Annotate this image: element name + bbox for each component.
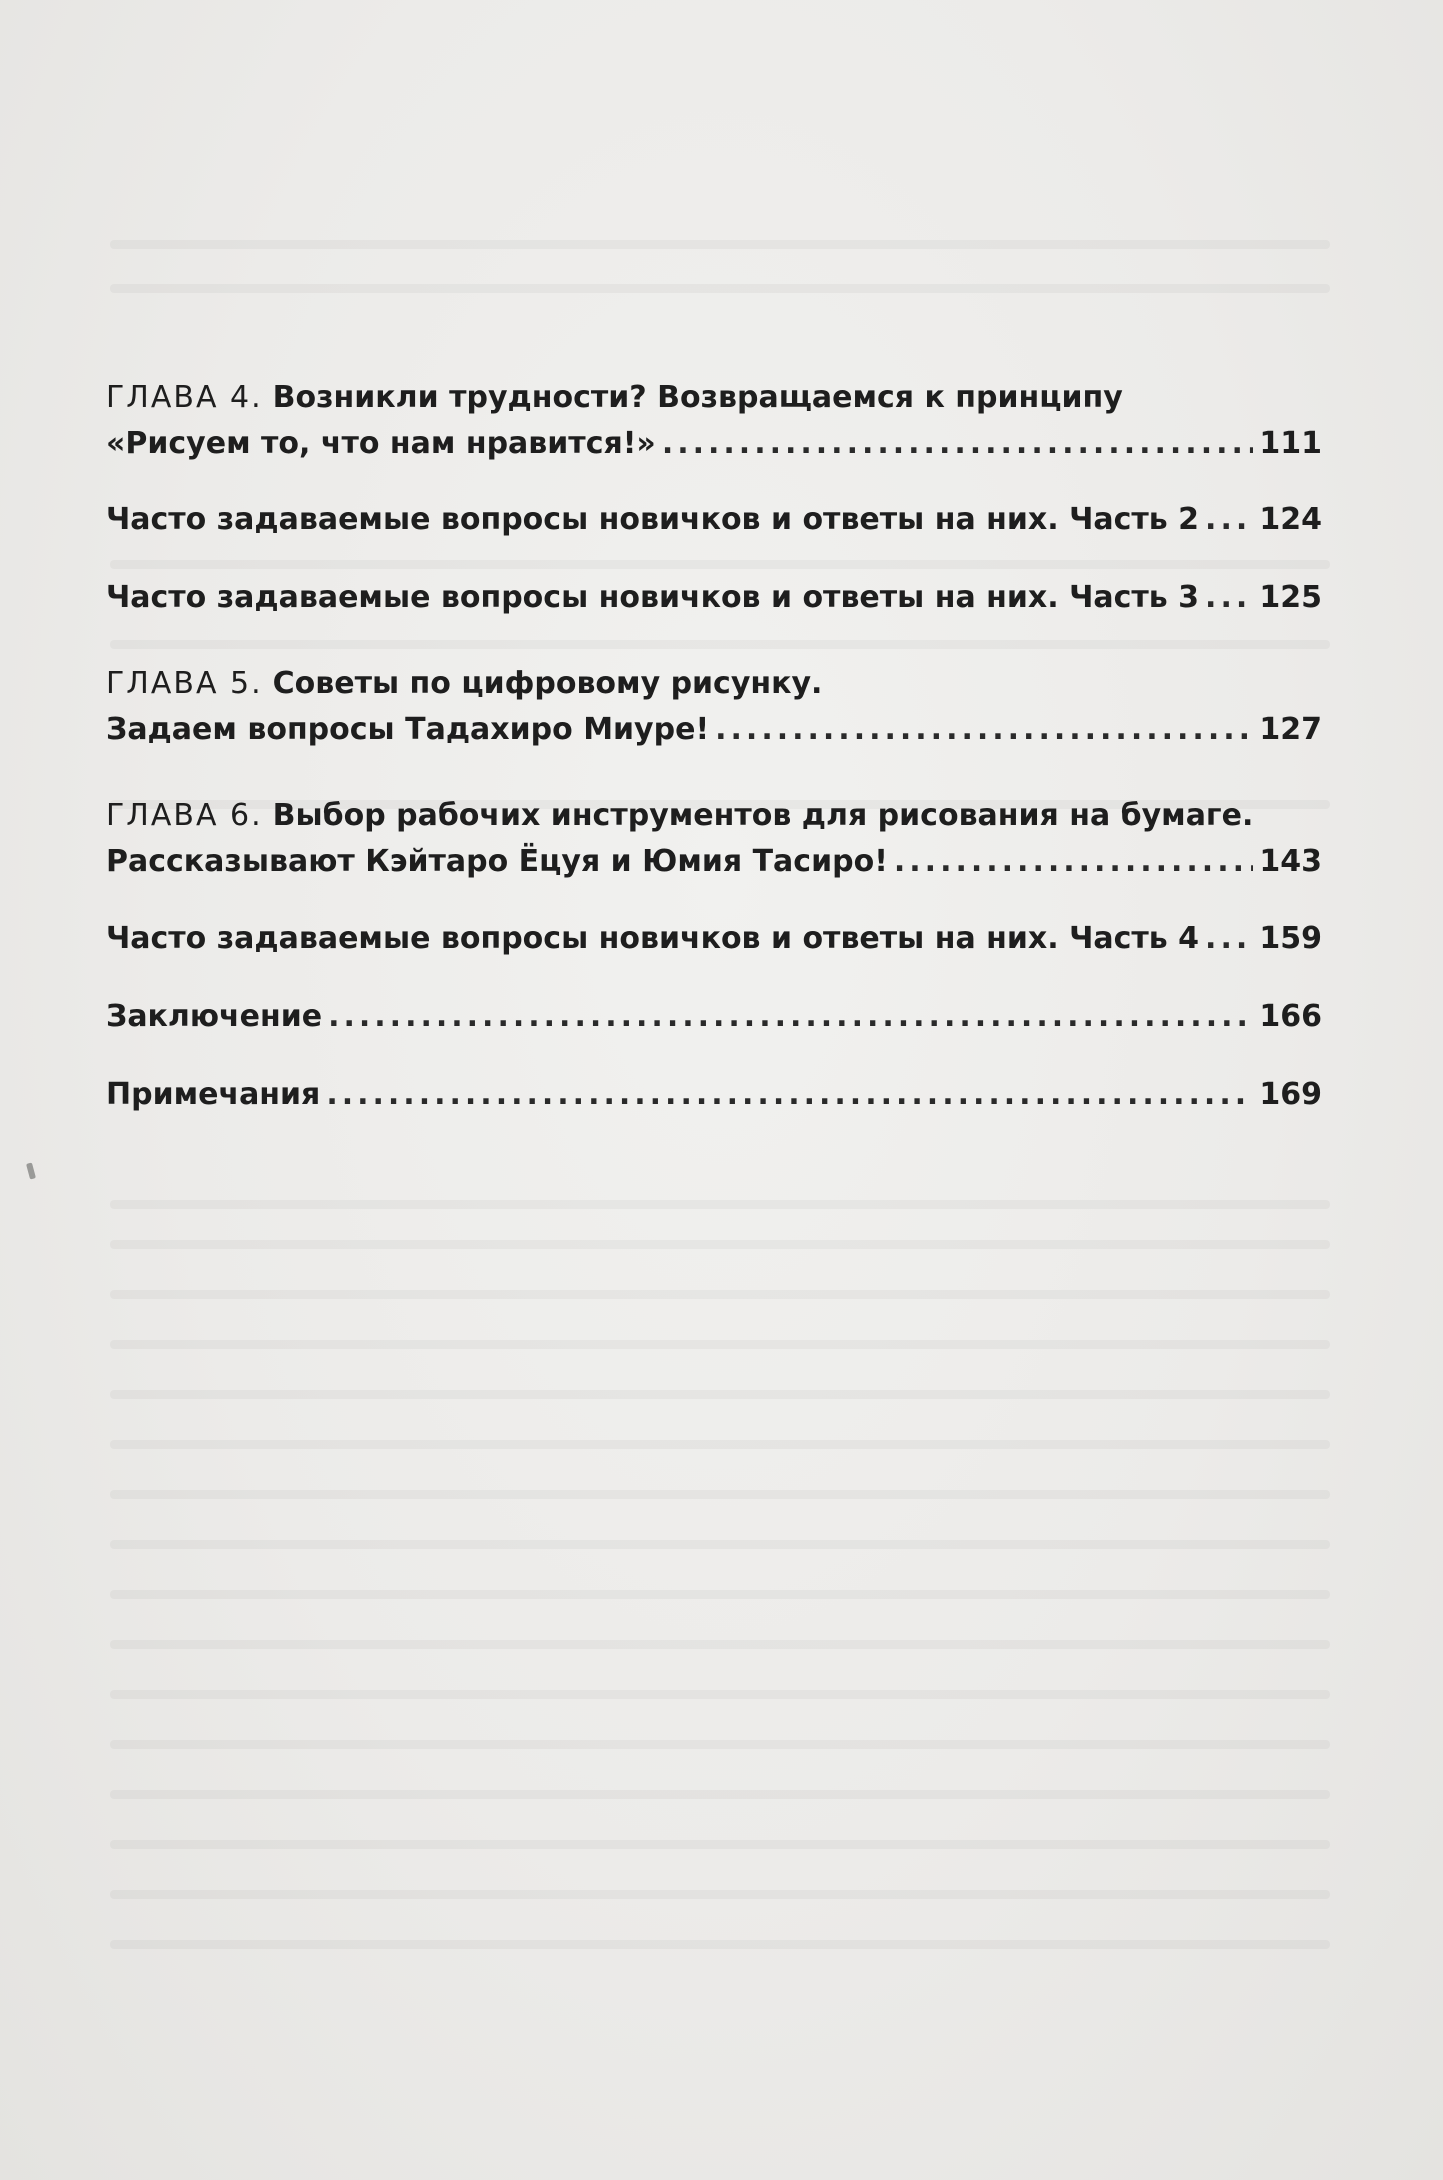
dot-leader (1205, 497, 1253, 543)
entry-title: Заключение (106, 999, 323, 1034)
toc-entry-line-1 (106, 375, 1322, 421)
page-number: 125 (1259, 580, 1322, 615)
bleed-through-line (110, 1490, 1330, 1499)
toc-entry-line-1 (106, 575, 1322, 621)
margin-mark (26, 1162, 36, 1179)
bleed-through-line (110, 1690, 1330, 1699)
chapter-label: ГЛАВА 4. (106, 380, 263, 415)
chapter-subtitle: Задаем вопросы Тадахиро Миуре! (106, 712, 710, 747)
dot-leader (1205, 575, 1253, 621)
page-number: 111 (1259, 426, 1322, 461)
table-of-contents (106, 360, 1322, 1118)
chapter-label: ГЛАВА 5. (106, 666, 263, 701)
page-number: 124 (1259, 502, 1322, 537)
chapter-subtitle: Рассказывают Кэйтаро Ёцуя и Юмия Тасиро! (106, 844, 888, 879)
bleed-through-line (110, 1200, 1330, 1209)
dot-leader (662, 421, 1254, 467)
bleed-through-line (110, 1840, 1330, 1849)
bleed-through-line (110, 1540, 1330, 1549)
entry-title: Часто задаваемые вопросы новичков и ответы на них. Часть 4 (106, 921, 1200, 956)
page-number: 143 (1259, 844, 1322, 879)
bleed-through-line (110, 1940, 1330, 1949)
bleed-through-line (110, 1340, 1330, 1349)
bleed-through-line (110, 1440, 1330, 1449)
toc-entry-line-1 (106, 497, 1322, 543)
dot-leader (1205, 916, 1253, 962)
toc-entry-notes[interactable] (106, 1072, 1322, 1118)
entry-title: Примечания (106, 1077, 321, 1112)
toc-entry-chapter-4[interactable] (106, 375, 1322, 467)
dot-leader (328, 994, 1253, 1040)
toc-entry-line-1 (106, 916, 1322, 962)
toc-entry-faq-part-2[interactable] (106, 497, 1322, 543)
toc-entry-conclusion[interactable] (106, 994, 1322, 1040)
dot-leader (894, 839, 1254, 885)
dot-leader (715, 707, 1253, 753)
chapter-label: ГЛАВА 6. (106, 798, 263, 833)
toc-entry-line-2 (106, 839, 1322, 885)
chapter-title: Выбор рабочих инструментов для рисования на бумаге. (272, 798, 1254, 833)
bleed-through-line (110, 240, 1330, 249)
bleed-through-line (110, 1740, 1330, 1749)
toc-entry-line-2 (106, 421, 1322, 467)
bleed-through-line (110, 1590, 1330, 1599)
bleed-through-line (110, 1240, 1330, 1249)
bleed-through-line (110, 1640, 1330, 1649)
chapter-title: Возникли трудности? Возвращаемся к принципу (272, 380, 1123, 415)
toc-entry-chapter-5[interactable] (106, 661, 1322, 753)
page-number: 169 (1259, 1077, 1322, 1112)
toc-entry-chapter-6[interactable] (106, 793, 1322, 885)
bleed-through-line (110, 1790, 1330, 1799)
page-number: 127 (1259, 712, 1322, 747)
toc-entry-line-1 (106, 994, 1322, 1040)
toc-entry-line-2 (106, 707, 1322, 753)
chapter-title: Советы по цифровому рисунку. (272, 666, 823, 701)
toc-entry-line-1 (106, 793, 1322, 839)
entry-title: Часто задаваемые вопросы новичков и ответы на них. Часть 2 (106, 502, 1200, 537)
entry-title: Часто задаваемые вопросы новичков и ответы на них. Часть 3 (106, 580, 1200, 615)
dot-leader (326, 1072, 1253, 1118)
bleed-through-line (110, 284, 1330, 293)
toc-entry-line-1 (106, 661, 1322, 707)
bleed-through-line (110, 1890, 1330, 1899)
page-number: 166 (1259, 999, 1322, 1034)
page-number: 159 (1259, 921, 1322, 956)
bleed-through-line (110, 1390, 1330, 1399)
bleed-through-line (110, 1290, 1330, 1299)
toc-entry-line-1 (106, 1072, 1322, 1118)
chapter-subtitle: «Рисуем то, что нам нравится!» (106, 426, 656, 461)
toc-entry-faq-part-4[interactable] (106, 916, 1322, 962)
toc-entry-faq-part-3[interactable] (106, 575, 1322, 621)
